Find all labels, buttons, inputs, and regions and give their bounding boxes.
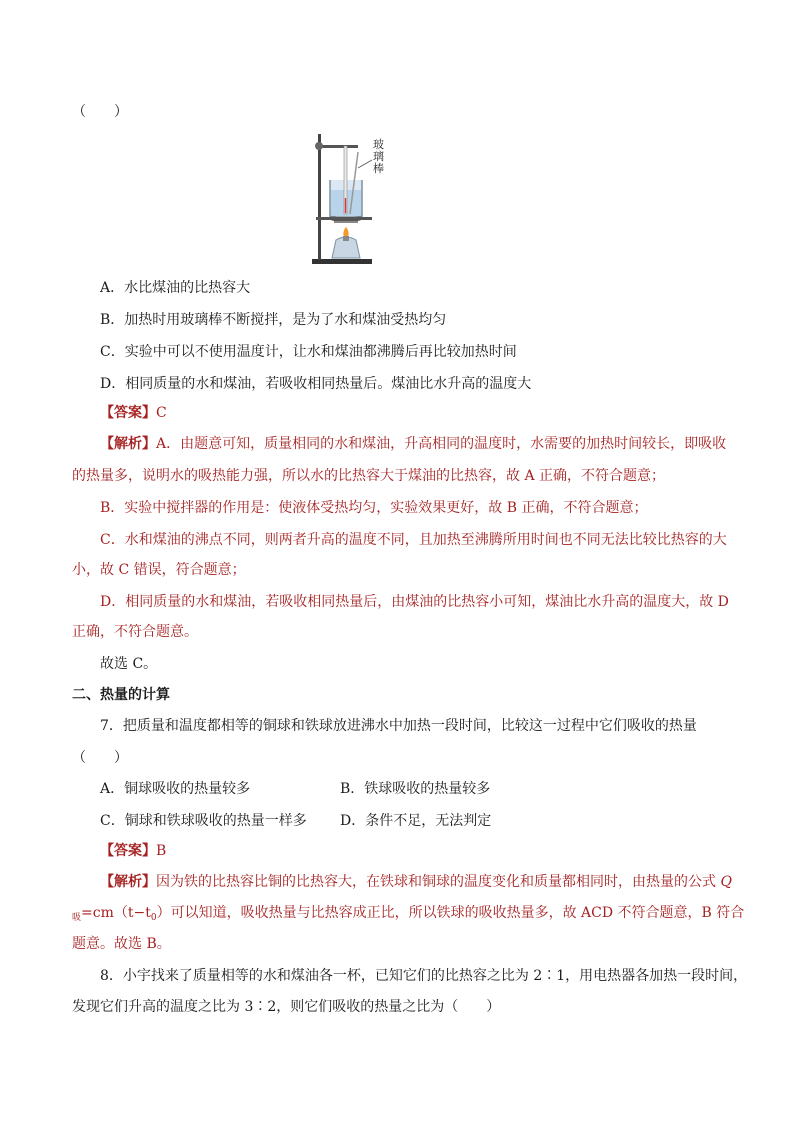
q7-options-row-2 [100, 811, 700, 831]
q7-stem-line-2: （ ） [72, 750, 128, 766]
q7-answer [100, 841, 166, 861]
formula-subscript: 吸 [72, 913, 82, 923]
answer-tag: 【答案】 [100, 405, 156, 421]
q7-option-b: B．铁球吸收的热量较多 [340, 781, 491, 797]
q6-option-a: A．水比煤油的比热容大 [100, 280, 251, 296]
formula-q: Q [720, 874, 732, 890]
q7-analysis-line-2 [72, 903, 744, 928]
q6-answer [100, 403, 167, 423]
q7-option-a: A．铜球吸收的热量较多 [100, 781, 251, 797]
answer-tag: 【答案】 [100, 843, 156, 859]
q6-conclusion: 故选 C。 [100, 656, 158, 672]
q6-analysis-line-1 [100, 434, 726, 454]
q6-analysis-line-7: 正确，不符合题意。 [72, 624, 198, 640]
q8-stem-line-2: 发现它们升高的温度之比为 3∶2，则它们吸收的热量之比为（ ） [72, 999, 501, 1015]
q7-option-d: D．条件不足，无法判定 [340, 813, 492, 829]
q6-analysis-line-6: D．相同质量的水和煤油，若吸收相同热量后，由煤油的比热容小可知，煤油比水升高的温度大，故 D [100, 594, 729, 610]
section-title: 二、热量的计算 [72, 687, 170, 703]
analysis-tag: 【解析】 [100, 874, 156, 890]
q6-option-b: B．加热时用玻璃棒不断搅拌，是为了水和煤油受热均匀 [100, 312, 447, 328]
analysis-text: A．由题意可知，质量相同的水和煤油，升高相同的温度时，水需要的加热时间较长，即吸收 [156, 436, 727, 452]
stand-beaker-burner-illustration [300, 128, 400, 273]
analysis-text: 因为铁的比热容比铜的比热容大，在铁球和铜球的温度变化和质量都相同时，由热量的公式 [156, 874, 721, 890]
figure-label-char-1: 玻璃棒 [373, 138, 384, 175]
q6-option-d: D．相同质量的水和煤油，若吸收相同热量后。煤油比水升高的温度大 [100, 376, 532, 392]
q7-option-c: C．铜球和铁球吸收的热量一样多 [100, 813, 307, 829]
q7-options-row-1 [100, 779, 700, 799]
answer-value: B [156, 843, 167, 859]
q6-analysis-line-4: C．水和煤油的沸点不同，则两者升高的温度不同，且加热至沸腾所用时间也不同无法比较比热容的大 [100, 532, 727, 548]
q6-paren: （ ） [72, 104, 128, 120]
q6-analysis-line-3: B．实验中搅拌器的作用是：使液体受热均匀，实验效果更好，故 B 正确，不符合题意； [100, 500, 648, 516]
apparatus-figure [300, 128, 400, 273]
analysis-tag: 【解析】 [100, 436, 156, 452]
q6-analysis-line-5: 小，故 C 错误，符合题意； [72, 562, 246, 578]
answer-value: C [156, 405, 167, 421]
q7-analysis-line-3: 题意。故选 B。 [72, 936, 171, 952]
analysis-text: ）可以知道，吸收热量与比热容成正比，所以铁球的吸收热量多，故 ACD 不符合题意，B 符合 [156, 905, 745, 921]
q7-stem-line-1: 7．把质量和温度都相等的铜球和铁球放进沸水中加热一段时间，比较这一过程中它们吸收的热量 [100, 718, 697, 734]
q8-stem-line-1: 8．小宇找来了质量相等的水和煤油各一杯，已知它们的比热容之比为 2∶1，用电热器各加热一段时间， [100, 968, 748, 984]
q6-analysis-line-2: 的热量多，说明水的吸热能力强，所以水的比热容大于煤油的比热容，故 A 正确，不符合题意； [72, 468, 666, 484]
q7-analysis-line-1 [100, 872, 732, 892]
formula-body: =cm（t−t [81, 905, 151, 921]
formula-subscript-zero: 0 [150, 913, 157, 923]
q6-option-c: C．实验中可以不使用温度计，让水和煤油都沸腾后再比较加热时间 [100, 344, 517, 360]
